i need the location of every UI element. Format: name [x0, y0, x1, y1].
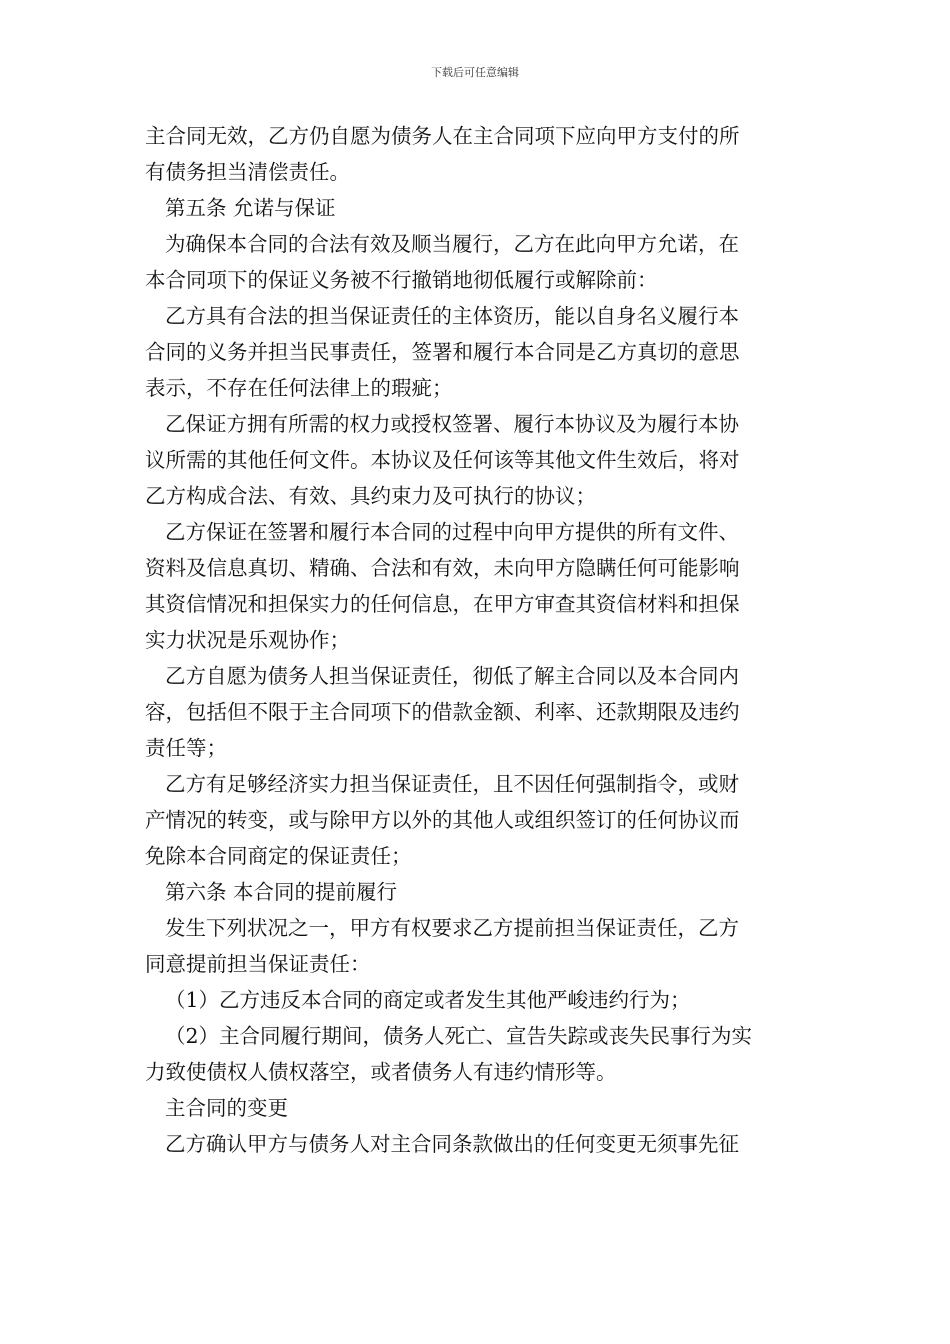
text-line: 力致使债权人债权落空，或者债务人有违约情形等。 [145, 1060, 617, 1084]
text-line: 发生下列状况之一，甲方有权要求乙方提前担当保证责任，乙方 [165, 916, 739, 940]
text-line: 同意提前担当保证责任： [145, 952, 371, 976]
text-line: 主合同的变更 [165, 1096, 288, 1120]
text-line: 乙方保证在签署和履行本合同的过程中向甲方提供的所有文件、 [165, 520, 739, 544]
text-line: 有债务担当清偿责任。 [145, 160, 350, 184]
text-line: 责任等； [145, 736, 227, 760]
text-line: 表示，不存在任何法律上的瑕疵； [145, 376, 453, 400]
text-line: （1）乙方违反本合同的商定或者发生其他严峻违约行为； [165, 988, 691, 1012]
text-line: 第六条 本合同的提前履行 [165, 880, 398, 904]
text-line: 资料及信息真切、精确、合法和有效，未向甲方隐瞒任何可能影响 [145, 556, 740, 580]
text-line: 议所需的其他任何文件。本协议及任何该等其他文件生效后，将对 [145, 448, 740, 472]
text-line: 免除本合同商定的保证责任； [145, 844, 412, 868]
text-line: （2）主合同履行期间，债务人死亡、宣告失踪或丧失民事行为实 [165, 1024, 753, 1048]
text-line: 合同的义务并担当民事责任，签署和履行本合同是乙方真切的意思 [145, 340, 740, 364]
document-body [145, 118, 807, 1162]
text-line: 产情况的转变，或与除甲方以外的其他人或组织签订的任何协议而 [145, 808, 740, 832]
text-line: 为确保本合同的合法有效及顺当履行，乙方在此向甲方允诺，在 [165, 232, 739, 256]
text-line: 第五条 允诺与保证 [165, 196, 336, 220]
text-line: 乙方构成合法、有效、具约束力及可执行的协议； [145, 484, 596, 508]
text-line: 实力状况是乐观协作； [145, 628, 350, 652]
text-line: 主合同无效，乙方仍自愿为债务人在主合同项下应向甲方支付的所 [145, 124, 740, 148]
text-line: 乙方有足够经济实力担当保证责任，且不因任何强制指令，或财 [165, 772, 739, 796]
text-line: 乙方自愿为债务人担当保证责任，彻低了解主合同以及本合同内 [165, 664, 739, 688]
text-line: 乙方确认甲方与债务人对主合同条款做出的任何变更无须事先征 [165, 1132, 739, 1156]
text-line: 本合同项下的保证义务被不行撤销地彻低履行或解除前： [145, 268, 658, 292]
text-line: 其资信情况和担保实力的任何信息，在甲方审查其资信材料和担保 [145, 592, 740, 616]
text-line: 乙保证方拥有所需的权力或授权签署、履行本协议及为履行本协 [165, 412, 739, 436]
text-line: 乙方具有合法的担当保证责任的主体资历，能以自身名义履行本 [165, 304, 739, 328]
page-header: 下载后可任意编辑 [431, 66, 519, 79]
text-line: 容，包括但不限于主合同项下的借款金额、利率、还款期限及违约 [145, 700, 740, 724]
